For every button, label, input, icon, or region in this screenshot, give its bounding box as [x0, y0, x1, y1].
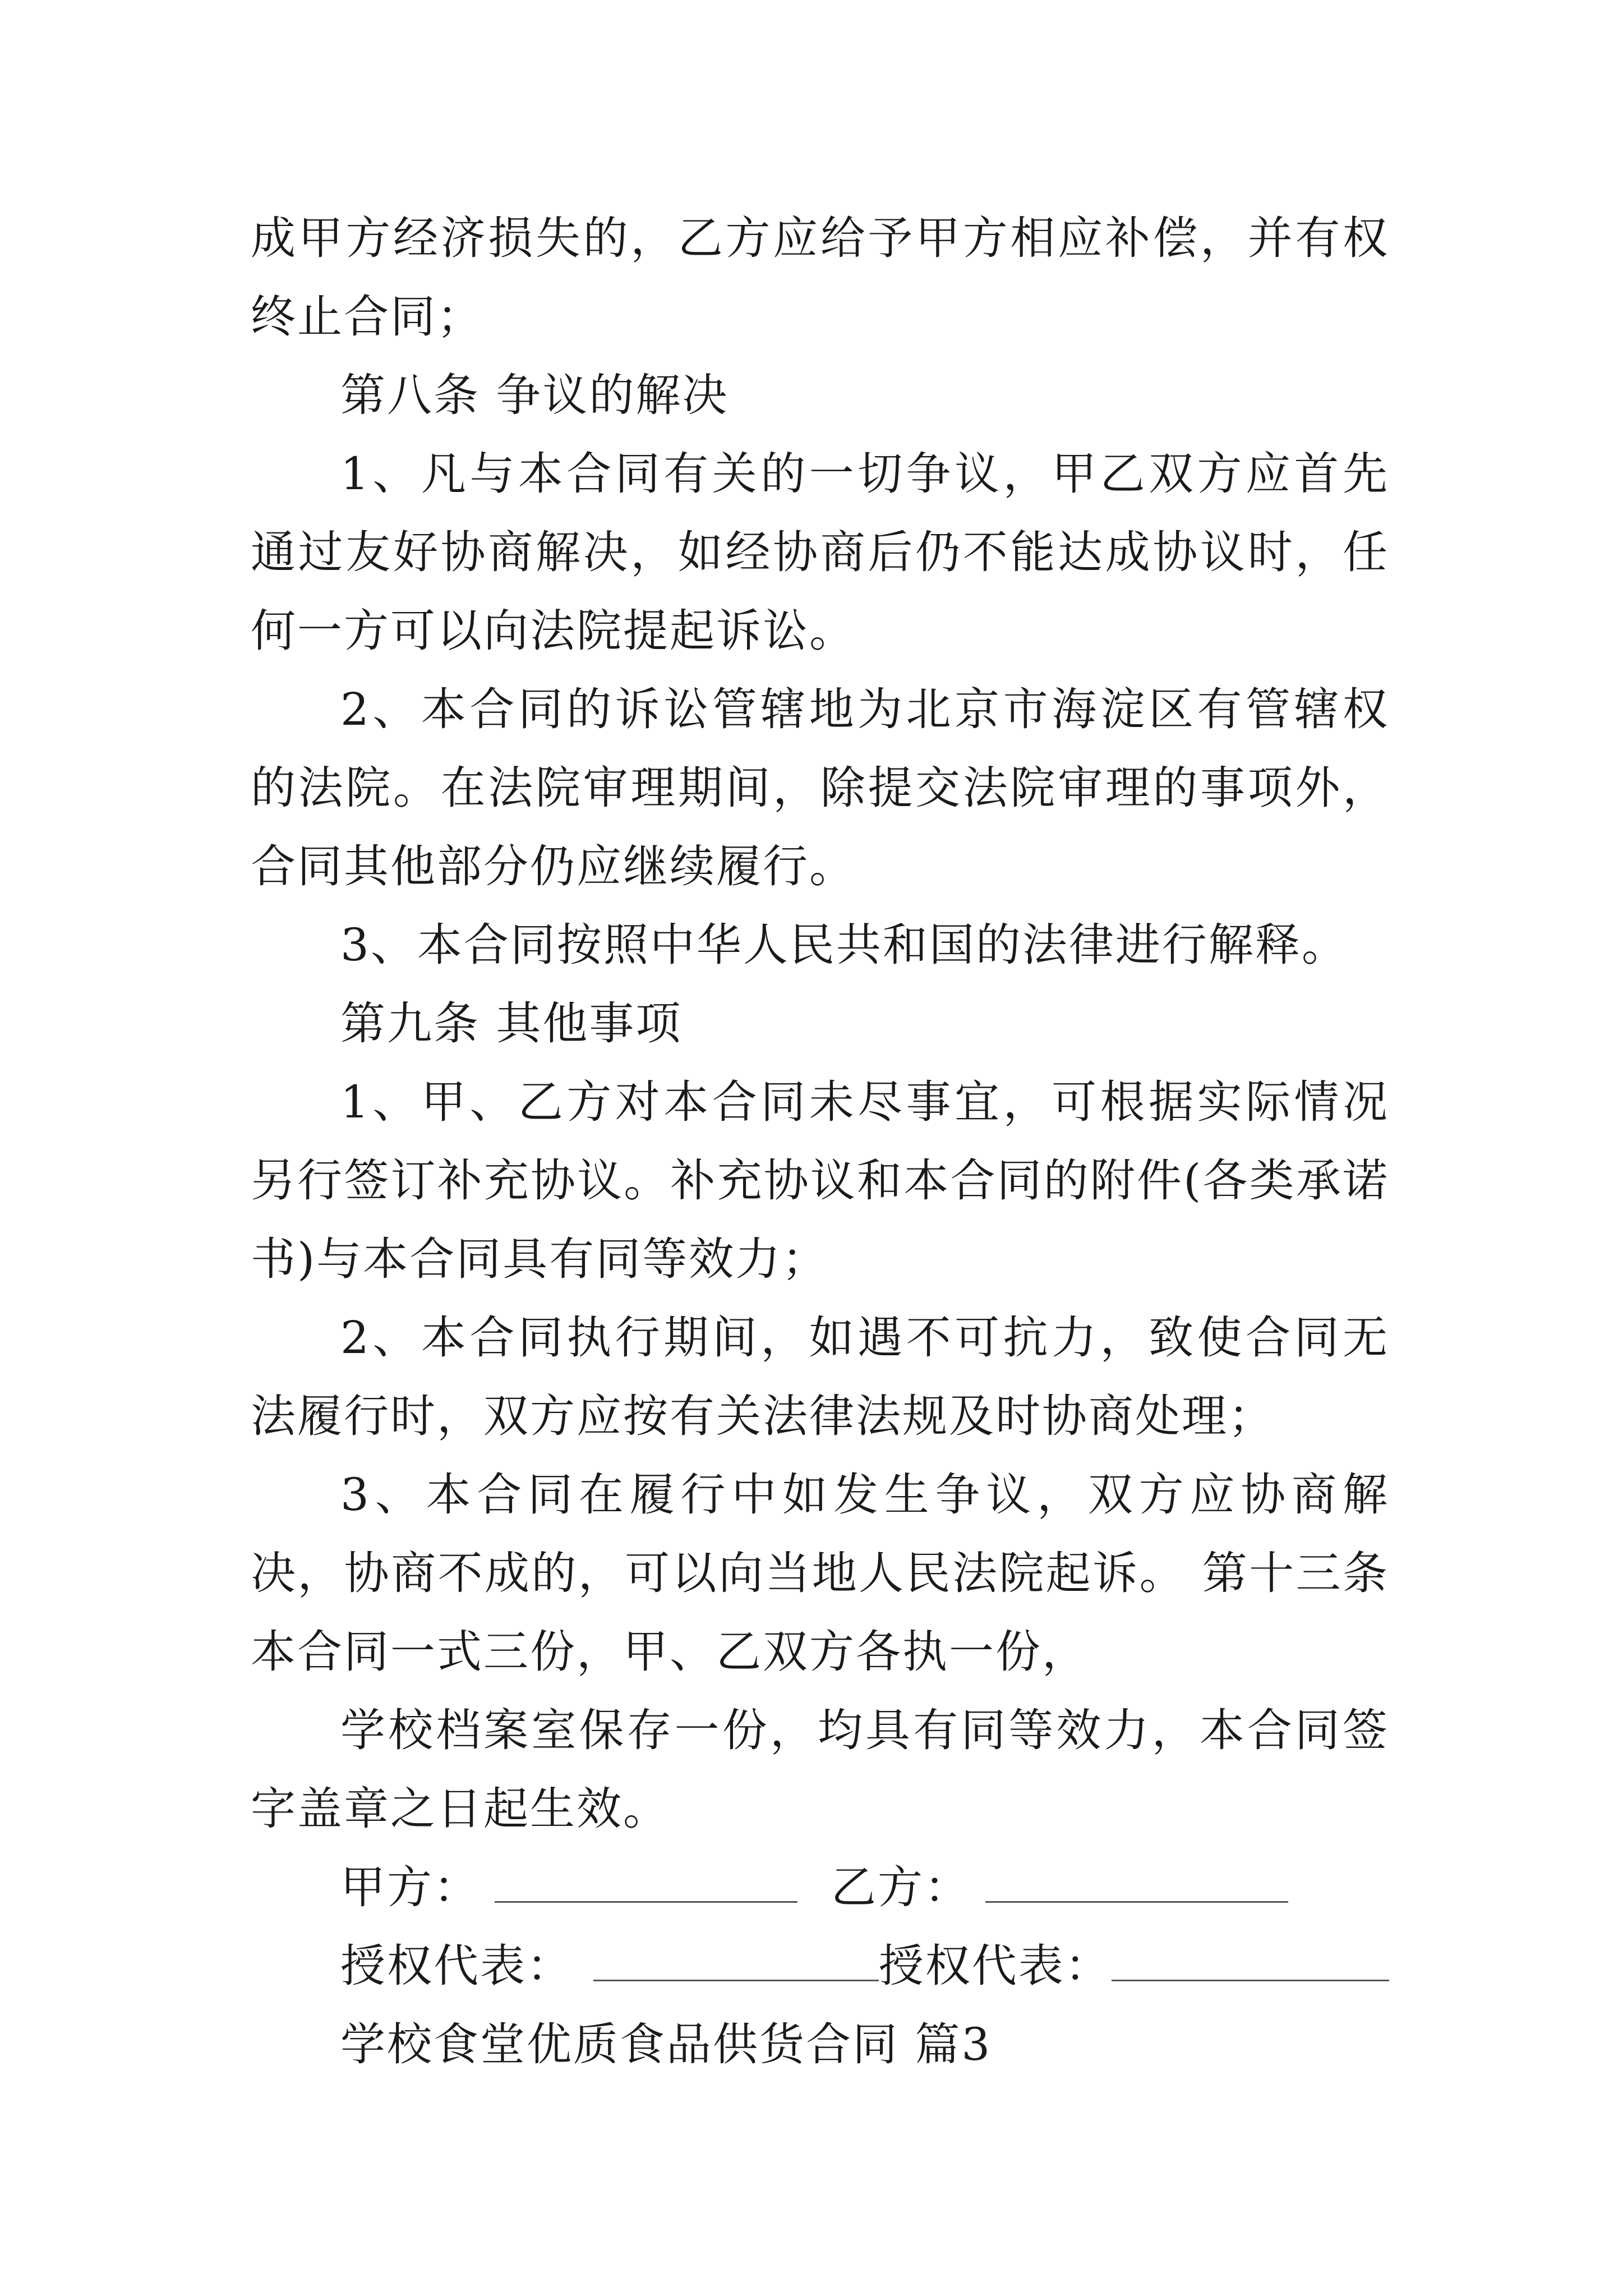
archive-copy-paragraph: 学校档案室保存一份，均具有同等效力，本合同签字盖章之日起生效。: [251, 1704, 1389, 1835]
party-signature-row: [251, 1848, 1389, 1927]
next-section-title: 学校食堂优质食品供货合同 篇3: [340, 2018, 992, 2070]
article-9-heading: 第九条 其他事项: [340, 997, 683, 1050]
representative-signature-row: [251, 1927, 1389, 2005]
article-8-heading: 第八条 争议的解决: [340, 369, 729, 421]
article-8-clause-1: 1、凡与本合同有关的一切争议，甲乙双方应首先通过友好协商解决，如经协商后仍不能达成协议时，任何一方可以向法院提起诉讼。: [251, 448, 1389, 657]
party-a-label: 甲方：: [340, 1861, 480, 1913]
article-8-clause-3: 3、本合同按照中华人民共和国的法律进行解释。: [340, 919, 1348, 971]
article-9-clause-2: 2、本合同执行期间，如遇不可抗力，致使合同无法履行时，双方应按有关法律法规及时协商处理；: [251, 1312, 1389, 1442]
document-body: [251, 199, 1389, 2084]
rep-b-signature-line: [1112, 1932, 1389, 1981]
rep-a-label: 授权代表：: [340, 1940, 573, 1992]
rep-b-label: 授权代表：: [878, 1940, 1112, 1992]
party-a-signature-line: [495, 1854, 797, 1903]
party-b-label: 乙方：: [831, 1861, 971, 1913]
paragraph-continuation: 成甲方经济损失的，乙方应给予甲方相应补偿，并有权终止合同；: [251, 212, 1389, 343]
article-8-clause-2: 2、本合同的诉讼管辖地为北京市海淀区有管辖权的法院。在法院审理期间，除提交法院审理的事项外，合同其他部分仍应继续履行。: [251, 683, 1389, 892]
rep-a-signature-line: [593, 1932, 879, 1981]
article-9-clause-3: 3、本合同在履行中如发生争议，双方应协商解决，协商不成的，可以向当地人民法院起诉。 第十三条 本合同一式三份，甲、乙双方各执一份，: [251, 1469, 1389, 1678]
party-b-signature-line: [985, 1854, 1288, 1903]
article-9-clause-1: 1、甲、乙方对本合同未尽事宜，可根据实际情况另行签订补充协议。补充协议和本合同的附件(各类承诺书)与本合同具有同等效力；: [251, 1076, 1389, 1285]
